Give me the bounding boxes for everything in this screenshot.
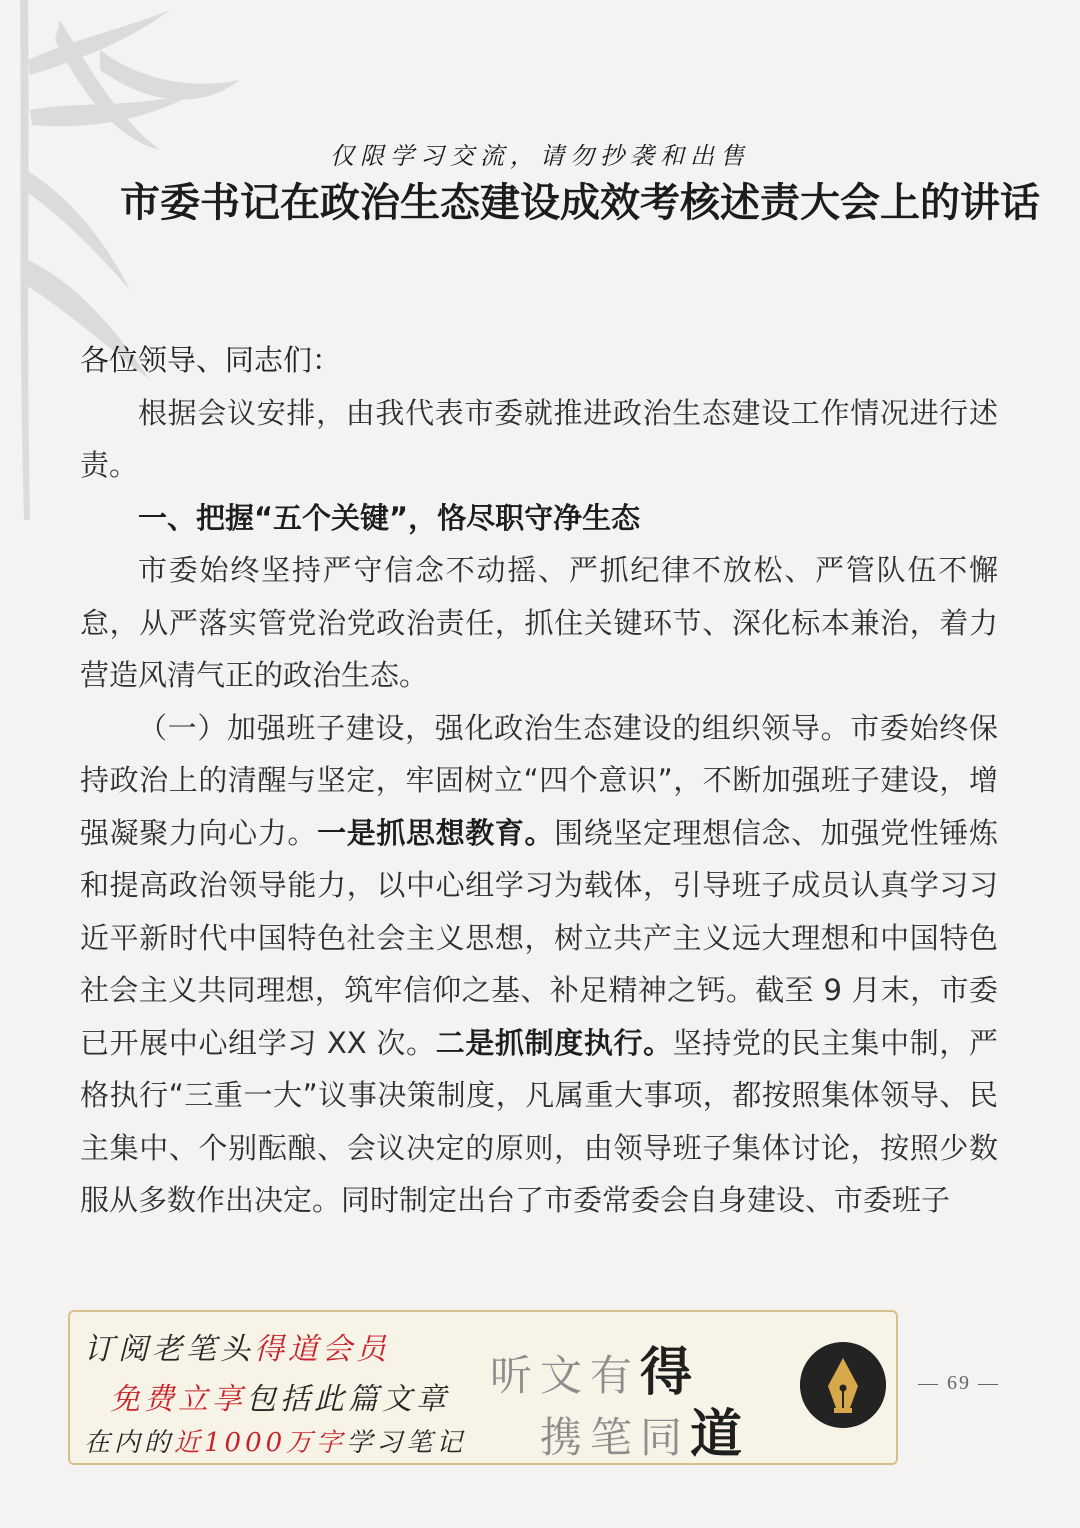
banner-line: 订阅老笔头得道会员 bbox=[84, 1332, 390, 1367]
section-paragraph: 市委始终坚持严守信念不动摇、严抓纪律不放松、严管队伍不懈怠，从严落实管党治党政治责任，抓住关键环节、深化标本兼治，着力营造风清气正的政治生态。 bbox=[80, 553, 998, 692]
intro-paragraph: 根据会议安排，由我代表市委就推进政治生态建设工作情况进行述责。 bbox=[80, 395, 998, 482]
subsection-text: 市委始终保持政治上的清醒与坚定，牢固树立“四个意识”，不断加强班子建设，增强凝聚力向心力。 bbox=[80, 710, 998, 850]
slogan-line: 携笔同道 bbox=[540, 1404, 751, 1465]
point-label: 二是抓制度执行。 bbox=[435, 1025, 673, 1060]
page-number: — 69 — bbox=[918, 1372, 1000, 1394]
document-body bbox=[80, 334, 998, 1227]
banner-line: 免费立享包括此篇文章 bbox=[110, 1382, 450, 1417]
point-text: 坚持党的民主集中制，严格执行“三重一大”议事决策制度，凡属重大事项，都按照集体领导、民主集中、个别酝酿、会议决定的原则，由领导班子集体讨论，按照少数服从多数作出决定。同时制定出台了市委常委会自身建设、市委班子 bbox=[80, 1025, 998, 1217]
disclaimer-text: 仅限学习交流，请勿抄袭和出售 bbox=[330, 142, 750, 170]
section-heading: 一、把握“五个关键”，恪尽职守净生态 bbox=[138, 500, 641, 535]
point-label: 一是抓思想教育。 bbox=[317, 815, 555, 850]
membership-banner[interactable] bbox=[68, 1310, 898, 1465]
pen-nib-icon bbox=[800, 1342, 886, 1428]
subsection-heading: （一）加强班子建设，强化政治生态建设的组织领导。 bbox=[138, 710, 851, 745]
banner-line: 在内的近1000万字学习笔记 bbox=[84, 1428, 467, 1458]
slogan-line: 听文有得 bbox=[490, 1342, 701, 1403]
salutation: 各位领导、同志们： bbox=[80, 343, 342, 377]
point-text: 围绕坚定理想信念、加强党性锤炼和提高政治领导能力，以中心组学习为载体，引导班子成员认真学习习近平新时代中国特色社会主义思想，树立共产主义远大理想和中国特色社会主义共同理想，筑牢信仰之基、补足精神之钙。截至 9 月末，市委已开展中心组学习 XX 次。 bbox=[80, 815, 998, 1060]
subsection-paragraph bbox=[80, 702, 998, 1227]
page-title: 市委书记在政治生态建设成效考核述责大会上的讲话 bbox=[120, 179, 1040, 226]
